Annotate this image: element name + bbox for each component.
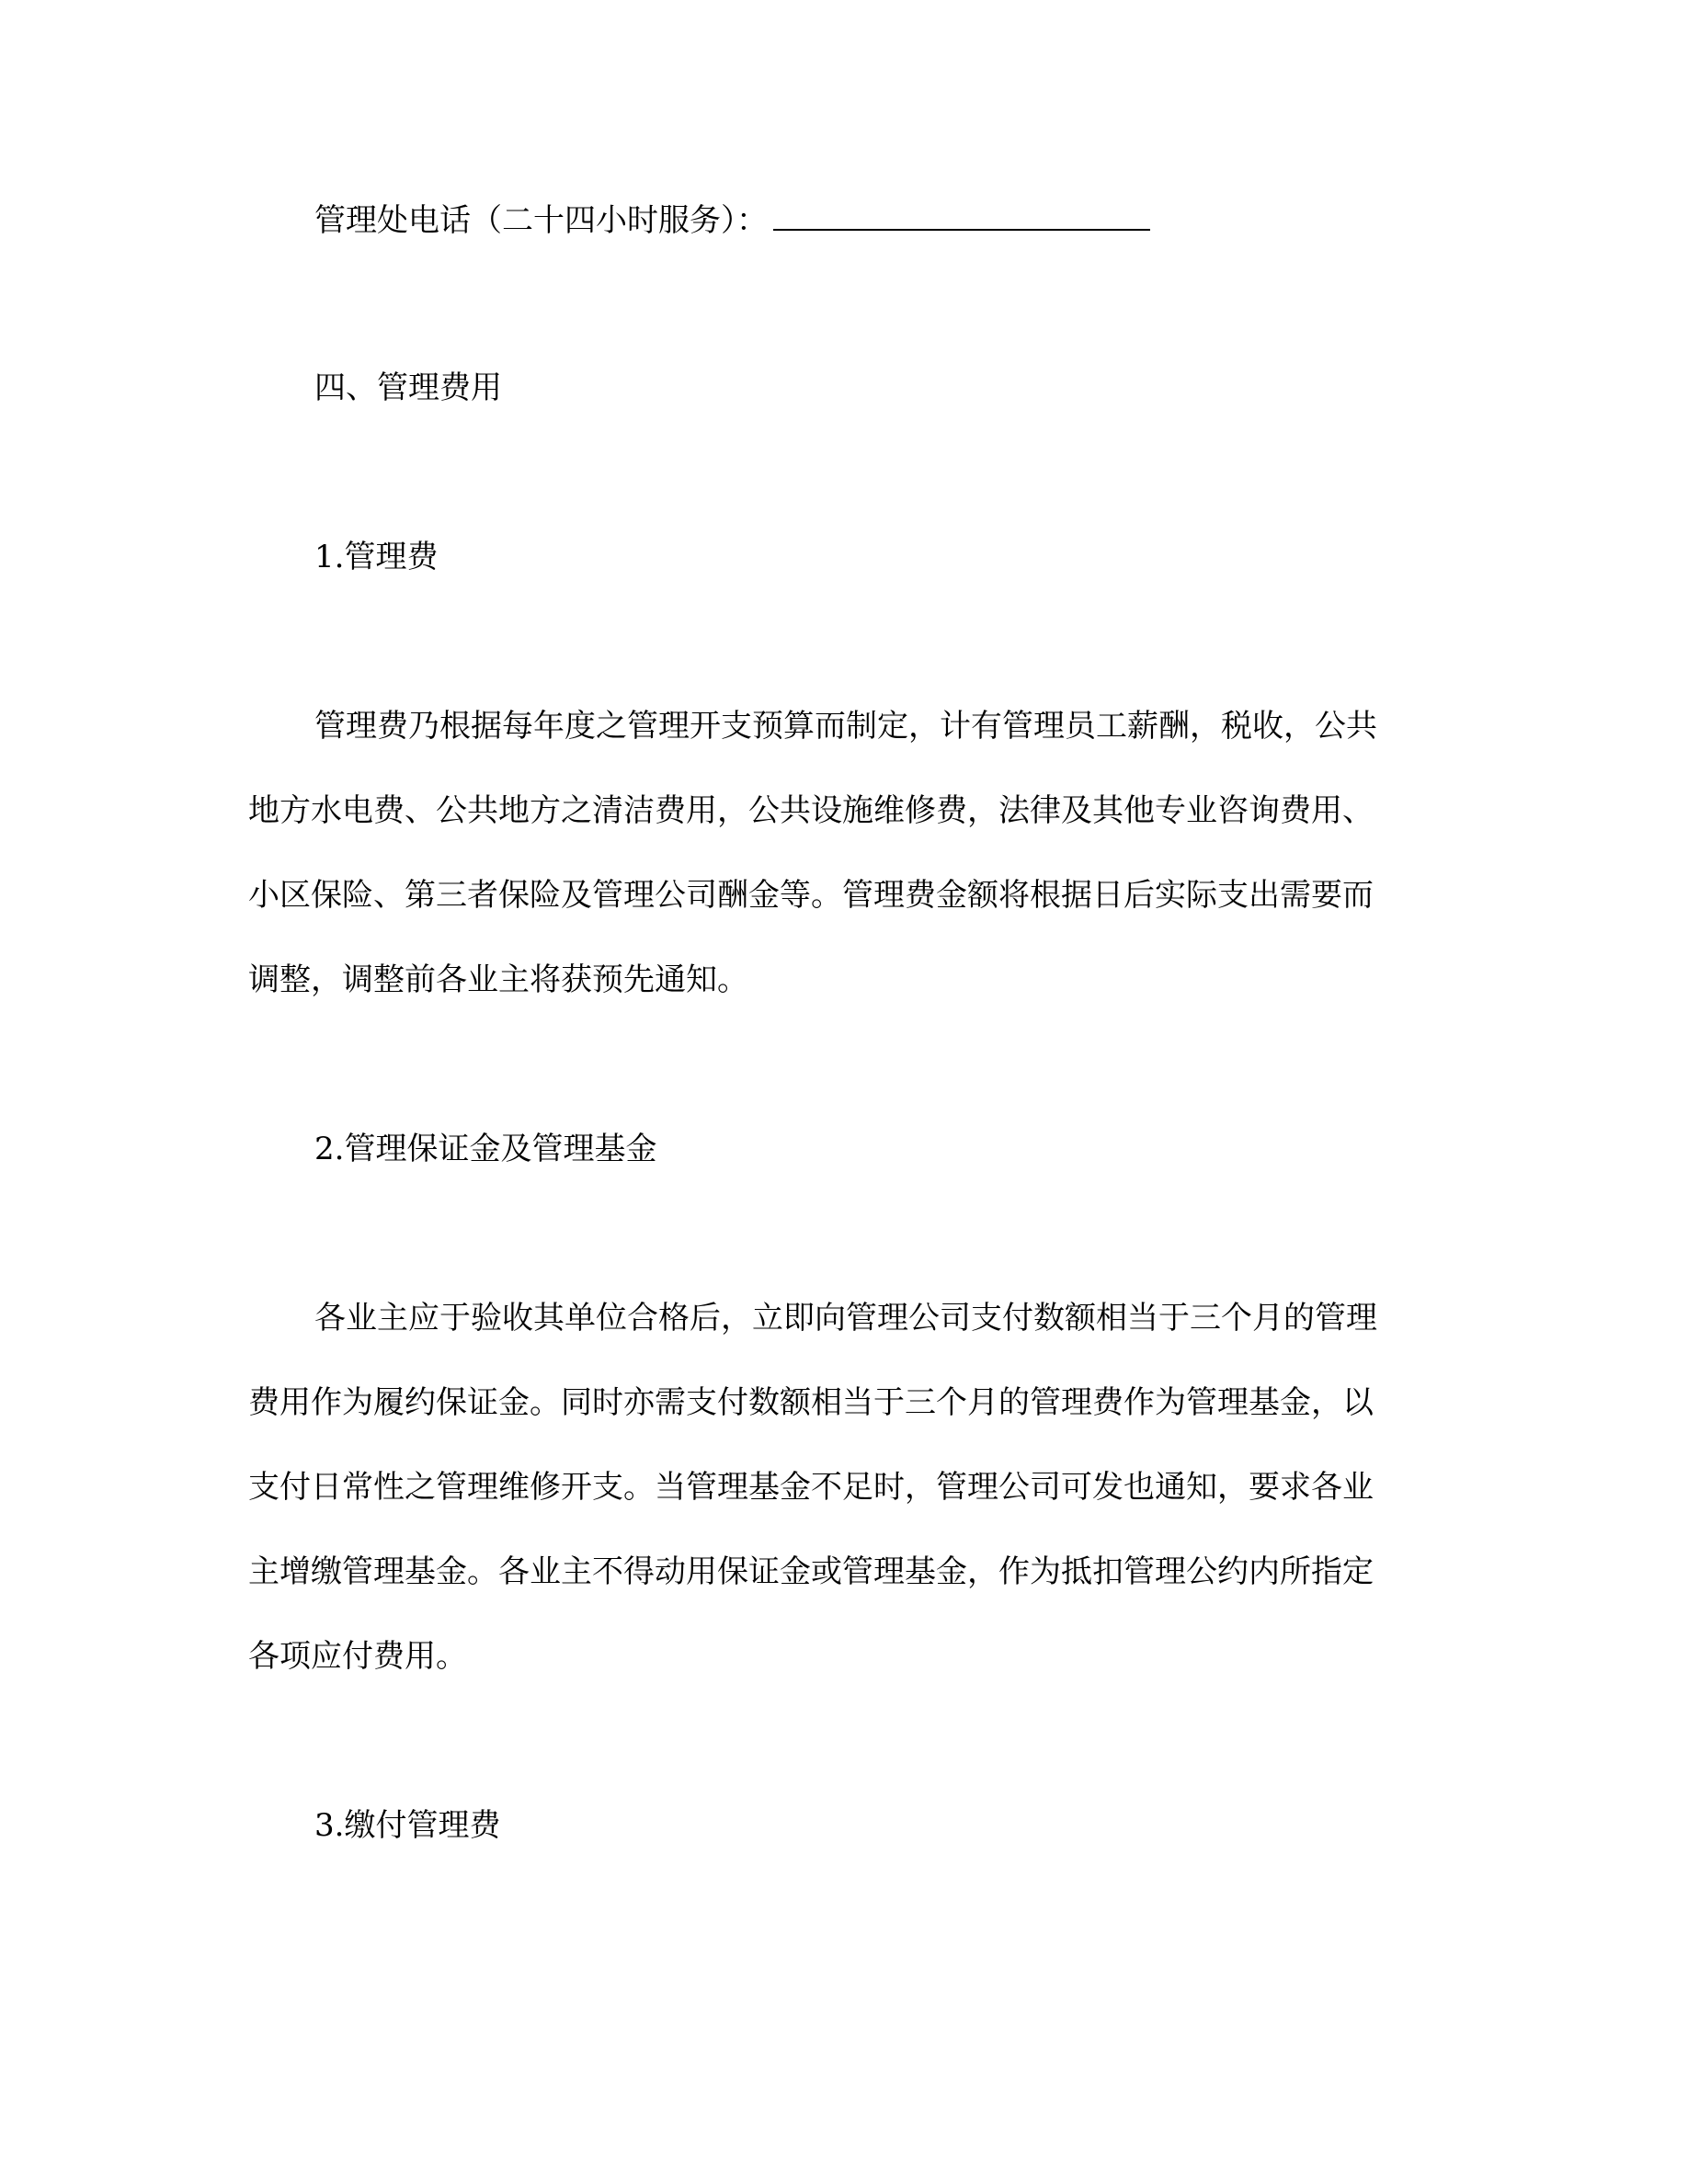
item1-paragraph-line: 管理费乃根据每年度之管理开支预算而制定，计有管理员工薪酬，税收，公共: [314, 708, 1377, 745]
item2-paragraph-line: 主增缴管理基金。各业主不得动用保证金或管理基金，作为抵扣管理公约内所指定: [248, 1553, 1374, 1590]
item2-paragraph-line: 费用作为履约保证金。同时亦需支付数额相当于三个月的管理费作为管理基金，以: [248, 1384, 1374, 1421]
item1-paragraph-line: 调整，调整前各业主将获预先通知。: [248, 961, 748, 998]
phone-line: [314, 200, 1434, 241]
section-heading: 四、管理费用: [314, 370, 502, 406]
item1-paragraph-line: 小区保险、第三者保险及管理公司酬金等。管理费金额将根据日后实际支出需要而: [248, 877, 1374, 914]
item3-title: 3.缴付管理费: [314, 1807, 501, 1844]
item2-paragraph-line: 各业主应于验收其单位合格后，立即向管理公司支付数额相当于三个月的管理: [314, 1300, 1377, 1337]
item2-paragraph-line: 支付日常性之管理维修开支。当管理基金不足时，管理公司可发也通知，要求各业: [248, 1469, 1374, 1506]
phone-label: 管理处电话（二十四小时服务）：: [314, 202, 768, 239]
item2-title: 2.管理保证金及管理基金: [314, 1131, 657, 1167]
item1-title: 1.管理费: [314, 539, 439, 575]
item2-paragraph-line: 各项应付费用。: [248, 1638, 467, 1675]
item1-paragraph-line: 地方水电费、公共地方之清洁费用，公共设施维修费，法律及其他专业咨询费用、: [248, 792, 1374, 829]
phone-blank-field: [773, 201, 1150, 231]
